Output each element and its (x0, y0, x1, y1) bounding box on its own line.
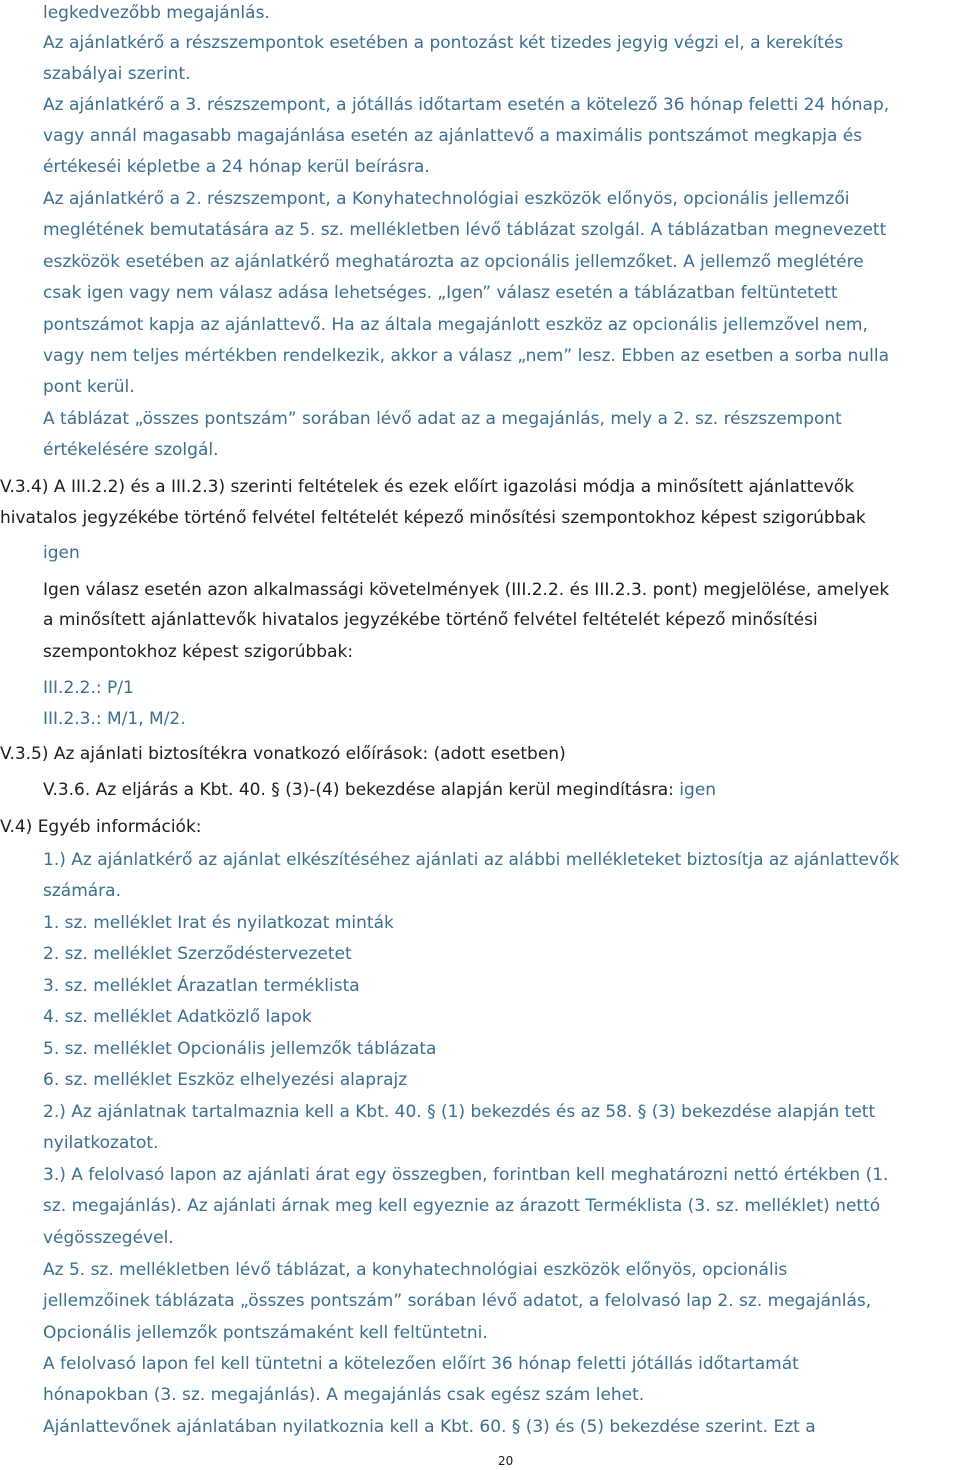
line-text: V.4) Egyéb információk: (0, 817, 202, 837)
line-text: 6. sz. melléklet Eszköz elhelyezési alaprajz (43, 1070, 408, 1090)
line-text: szempontokhoz képest szigorúbbak: (43, 642, 354, 662)
line-text: számára. (43, 881, 121, 901)
text-line (43, 779, 716, 801)
text-line (43, 1101, 875, 1123)
line-text: hónapokban (3. sz. megajánlás). A megajánlás csak egész szám lehet. (43, 1385, 645, 1405)
text-line (43, 251, 864, 273)
text-line (43, 2, 270, 24)
line-text: végösszegével. (43, 1228, 174, 1248)
text-line (43, 32, 843, 54)
text-line (43, 1227, 174, 1249)
text-line (43, 125, 862, 147)
line-text: 5. sz. melléklet Opcionális jellemzők táblázata (43, 1039, 437, 1059)
line-text: meglétének bemutatására az 5. sz. mellékletben lévő táblázat szolgál. A táblázatban megnevezett (43, 220, 887, 240)
text-line (43, 1195, 880, 1217)
text-line (43, 542, 80, 564)
line-text: V.3.5) Az ajánlati biztosítékra vonatkozó előírások: (adott esetben) (0, 744, 566, 764)
line-text: a minősített ajánlattevők hivatalos jegyzékébe történő felvétel feltételét képező minősítési (43, 610, 818, 630)
line-text: legkedvezőbb megajánlás. (43, 3, 270, 23)
line-text: 3.) A felolvasó lapon az ajánlati árat egy összegben, forintban kell meghatározni nettó értékben (1. (43, 1165, 889, 1185)
line-text: pontszámot kapja az ajánlattevő. Ha az általa megajánlott eszköz az opcionális jellemzővel nem, (43, 315, 868, 335)
text-line (43, 849, 899, 871)
line-text: sz. megajánlás). Az ajánlati árnak meg kell egyeznie az árazott Terméklista (3. sz. melléklet) nettó (43, 1196, 881, 1216)
text-line (43, 609, 818, 631)
text-line (43, 975, 360, 997)
text-line (43, 1069, 407, 1091)
text-line (43, 1006, 312, 1028)
text-line (43, 94, 889, 116)
line-text: nyilatkozatot. (43, 1133, 159, 1153)
line-text: Az ajánlatkérő a 3. részszempont, a jótállás időtartam esetén a kötelező 36 hónap feletti 24 hónap, (43, 95, 890, 115)
line-text: hivatalos jegyzékébe történő felvétel feltételét képező minősítési szempontokhoz képest szigorúbbak (0, 508, 866, 528)
line-text: Ajánlattevőnek ajánlatában nyilatkoznia kell a Kbt. 60. § (3) és (5) bekezdése szerint. Ezt a (43, 1417, 816, 1437)
line-text: vagy annál magasabb magajánlása esetén az ajánlattevő a maximális pontszámot megkapja és (43, 126, 863, 146)
line-text: 4. sz. melléklet Adatközlő lapok (43, 1007, 312, 1027)
text-line (43, 1416, 816, 1438)
line-text: eszközök esetében az ajánlatkérő meghatározta az opcionális jellemzőket. A jellemző meglétére (43, 252, 864, 272)
text-line (0, 816, 202, 838)
line-text: vagy nem teljes mértékben rendelkezik, akkor a válasz „nem” lesz. Ebben az esetben a sorba nulla (43, 346, 890, 366)
text-line (43, 408, 842, 430)
line-text: 1. sz. melléklet Irat és nyilatkozat minták (43, 913, 394, 933)
text-line (43, 1038, 436, 1060)
text-line (43, 880, 121, 902)
line-text: III.2.2.: P/1 (43, 678, 134, 698)
text-line (43, 1384, 644, 1406)
line-text: csak igen vagy nem válasz adása lehetséges. „Igen” válasz esetén a táblázatban feltüntetett (43, 283, 838, 303)
text-line (43, 1132, 158, 1154)
line-text: Az 5. sz. mellékletben lévő táblázat, a konyhatechnológiai eszközök előnyös, opcionális (43, 1260, 788, 1280)
line-text: A felolvasó lapon fel kell tüntetni a kötelezően előírt 36 hónap feletti jótállás időtartamát (43, 1354, 799, 1374)
text-line (43, 156, 430, 178)
text-line (43, 1259, 787, 1281)
text-line (0, 507, 866, 529)
text-line (43, 943, 352, 965)
text-line (43, 641, 353, 663)
text-line (43, 63, 191, 85)
text-line (43, 314, 868, 336)
text-line (43, 677, 134, 699)
text-line (43, 282, 838, 304)
line-text: szabályai szerint. (43, 64, 191, 84)
text-line (43, 579, 889, 601)
line-text: Az ajánlatkérő a részszempontok esetében a pontozást két tizedes jegyig végzi el, a kerekítés (43, 33, 844, 53)
line-text: 2. sz. melléklet Szerződéstervezetet (43, 944, 352, 964)
line-suffix: igen (673, 780, 717, 800)
text-line (43, 439, 219, 461)
text-line (43, 219, 886, 241)
line-text: 3. sz. melléklet Árazatlan terméklista (43, 976, 360, 996)
line-text: V.3.4) A III.2.2) és a III.2.3) szerinti feltételek és ezek előírt igazolási módja a minősített ajánlattevők (0, 477, 855, 497)
line-text: értékeséi képletbe a 24 hónap kerül beírásra. (43, 157, 430, 177)
line-text: Igen válasz esetén azon alkalmassági követelmények (III.2.2. és III.2.3. pont) megjelölése, amelyek (43, 580, 890, 600)
text-line (43, 188, 849, 210)
line-text: V.3.6. Az eljárás a Kbt. 40. § (3)-(4) bekezdése alapján kerül megindításra: (43, 780, 674, 800)
line-text: igen (43, 543, 80, 563)
page-number: 20 (498, 1454, 514, 1468)
line-text: III.2.3.: M/1, M/2. (43, 709, 186, 729)
text-line (43, 1353, 799, 1375)
line-text: A táblázat „összes pontszám” sorában lévő adat az a megajánlás, mely a 2. sz. részszempont (43, 409, 842, 429)
text-line (43, 912, 394, 934)
text-line (43, 708, 186, 730)
line-text: 2.) Az ajánlatnak tartalmaznia kell a Kbt. 40. § (1) bekezdés és az 58. § (3) bekezdése alapján tett (43, 1102, 876, 1122)
text-line (43, 1322, 488, 1344)
text-line (0, 743, 566, 765)
text-line (43, 1164, 888, 1186)
line-text: Opcionális jellemzők pontszámaként kell feltüntetni. (43, 1323, 488, 1343)
line-text: értékelésére szolgál. (43, 440, 219, 460)
text-line (43, 376, 135, 398)
line-text: jellemzőinek táblázata „összes pontszám” sorában lévő adatot, a felolvasó lap 2. sz. megajánlás, (43, 1291, 872, 1311)
line-text: 1.) Az ajánlatkérő az ajánlat elkészítéséhez ajánlati az alábbi mellékleteket biztosítja az ajánlattevők (43, 850, 900, 870)
line-text: pont kerül. (43, 377, 135, 397)
line-text: Az ajánlatkérő a 2. részszempont, a Konyhatechnológiai eszközök előnyös, opcionális jellemzői (43, 189, 850, 209)
text-line (43, 1290, 871, 1312)
text-line (0, 476, 854, 498)
text-line (43, 345, 889, 367)
